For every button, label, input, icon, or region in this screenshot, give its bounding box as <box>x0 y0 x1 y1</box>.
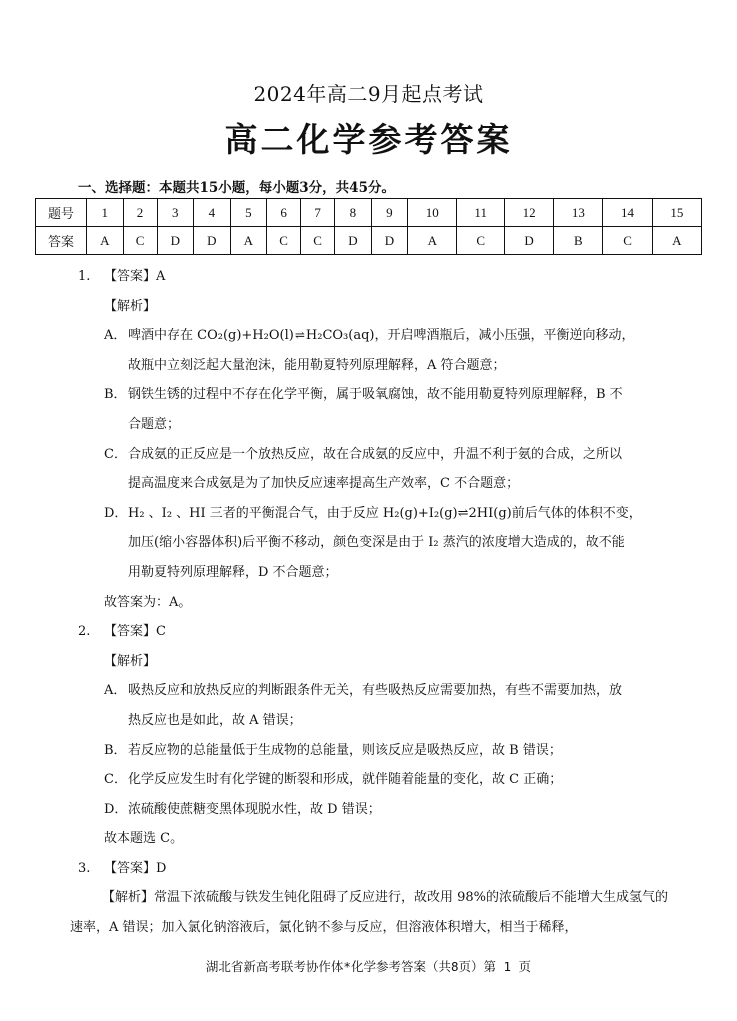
page-title: 高二化学参考答案 <box>224 120 513 159</box>
option-c-explanation <box>78 440 664 499</box>
explanation-line: 提高温度来合成氨是为了加快反应速率提高生产效率，C 不合题意； <box>128 476 520 492</box>
option-letter: A． <box>104 683 127 699</box>
explanation-line: 热反应也是如此，故 A 错误； <box>128 712 302 728</box>
question-2-header <box>78 617 664 647</box>
equilibrium-arrow-icon: ⇌ <box>294 328 305 343</box>
page-footer: 湖北省新高考联考协作体*化学参考答案（共8页）第 1 页 <box>205 959 532 974</box>
question-number-cell: 5 <box>230 199 267 227</box>
question-number-cell: 15 <box>652 199 701 227</box>
option-b-explanation <box>78 380 664 439</box>
analysis-paragraph: 【解析】常温下浓硫酸与铁发生钝化阻碍了反应进行，故改用 98%的浓硫酸后不能增大生成氢气的速率，A 错误；加入氯化钠溶液后，氯化钠不参与反应，但溶液体积增大，相当于稀释， <box>70 890 669 936</box>
question-number-cell: 13 <box>554 199 603 227</box>
answer-cell: C <box>123 227 157 255</box>
question-1-header <box>78 262 664 292</box>
question-number-cell: 10 <box>408 199 457 227</box>
question-number-cell: 8 <box>335 199 372 227</box>
answer-cell: A <box>230 227 267 255</box>
explanation-line: 加压(缩小容器体积)后平衡不移动，颜色变深是由于 I₂ 蒸汽的浓度增大造成的，故不能 <box>128 535 625 551</box>
explanation-line: 浓硫酸使蔗糖变黑体现脱水性，故 D 错误； <box>128 801 381 817</box>
analysis-label: 【解析】 <box>104 298 157 314</box>
answer-cell: A <box>652 227 701 255</box>
question-number-cell: 6 <box>267 199 301 227</box>
option-d-explanation <box>78 499 664 588</box>
answer-cell: D <box>335 227 372 255</box>
answer-cell: C <box>457 227 505 255</box>
exam-title: 2024年高二9月起点考试 <box>253 82 484 106</box>
option-d-explanation <box>78 795 664 825</box>
answer-cell: C <box>267 227 301 255</box>
option-letter: C． <box>104 446 127 462</box>
row-label-question-number: 题号 <box>36 199 87 227</box>
explanation-line: 合题意； <box>128 416 181 432</box>
option-letter: A． <box>104 328 127 344</box>
answer-cell: D <box>504 227 553 255</box>
option-a-explanation <box>78 321 664 380</box>
question-answer: 【答案】A <box>104 269 166 284</box>
question-number-cell: 2 <box>123 199 157 227</box>
explanation-line: 合成氨的正反应是一个放热反应，故在合成氨的反应中，升温不利于氨的合成，之所以 <box>128 446 623 462</box>
section-title: 一、选择题：本题共15小题，每小题3分，共45分。 <box>78 180 395 196</box>
equation-text: 啤酒中存在 CO₂(g)+H₂O(l) <box>128 328 294 344</box>
option-letter: D． <box>104 505 128 521</box>
explanation-line: 吸热反应和放热反应的判断跟条件无关，有些吸热反应需要加热，有些不需要加热，放 <box>128 683 623 699</box>
option-b-explanation <box>78 736 664 766</box>
question-number-cell: 9 <box>371 199 408 227</box>
answer-cell: D <box>157 227 194 255</box>
answer-cell: C <box>301 227 335 255</box>
answer-cell: A <box>87 227 124 255</box>
explanation-line: 故瓶中立刻泛起大量泡沫，能用勒夏特列原理解释，A 符合题意； <box>128 357 506 373</box>
explanation-line: 用勒夏特列原理解释，D 不合题意； <box>128 564 338 580</box>
question-number: 1. <box>78 269 91 284</box>
question-answer: 【答案】D <box>104 860 167 876</box>
answer-explanations <box>70 262 669 943</box>
explanation-line: H₂ 、I₂ 、HI 三者的平衡混合气，由于反应 H₂(g)+I₂(g)⇌2HI(g)前后气体的体积不变， <box>128 505 642 521</box>
question-3-header <box>78 854 664 884</box>
question-number-cell: 14 <box>603 199 652 227</box>
question-number-cell: 1 <box>87 199 124 227</box>
option-letter: C． <box>104 772 127 788</box>
answer-cell: C <box>603 227 652 255</box>
answer-cell: D <box>371 227 408 255</box>
option-c-explanation <box>78 765 664 795</box>
answer-cell: D <box>194 227 231 255</box>
option-letter: D． <box>104 801 128 817</box>
table-row-answers <box>36 227 702 255</box>
question-number: 3. <box>78 860 91 876</box>
question-number-cell: 4 <box>194 199 231 227</box>
answer-table <box>35 198 702 255</box>
answer-cell: B <box>554 227 603 255</box>
row-label-answer: 答案 <box>36 227 87 255</box>
question-answer: 【答案】C <box>104 624 166 640</box>
analysis-label: 【解析】 <box>104 653 157 669</box>
explanation-line: 钢铁生锈的过程中不存在化学平衡，属于吸氧腐蚀，故不能用勒夏特列原理解释，B 不 <box>128 387 623 403</box>
explanation-line: 若反应物的总能量低于生成物的总能量，则该反应是吸热反应，故 B 错误； <box>128 742 562 758</box>
question-number: 2. <box>78 624 91 640</box>
question-number-cell: 3 <box>157 199 194 227</box>
question-number-cell: 7 <box>301 199 335 227</box>
answer-cell: A <box>408 227 457 255</box>
option-a-explanation <box>78 676 664 735</box>
question-number-cell: 12 <box>504 199 553 227</box>
conclusion: 故本题选 C。 <box>104 831 184 847</box>
explanation-line <box>128 321 664 351</box>
equation-text: H₂CO₃(aq)，开启啤酒瓶后，减小压强，平衡逆向移动， <box>305 328 635 344</box>
conclusion: 故答案为：A。 <box>104 594 192 610</box>
option-letter: B． <box>104 742 127 758</box>
option-letter: B． <box>104 387 127 403</box>
explanation-line: 化学反应发生时有化学键的断裂和形成，就伴随着能量的变化，故 C 正确； <box>128 772 563 788</box>
question-number-cell: 11 <box>457 199 505 227</box>
table-row-numbers <box>36 199 702 227</box>
